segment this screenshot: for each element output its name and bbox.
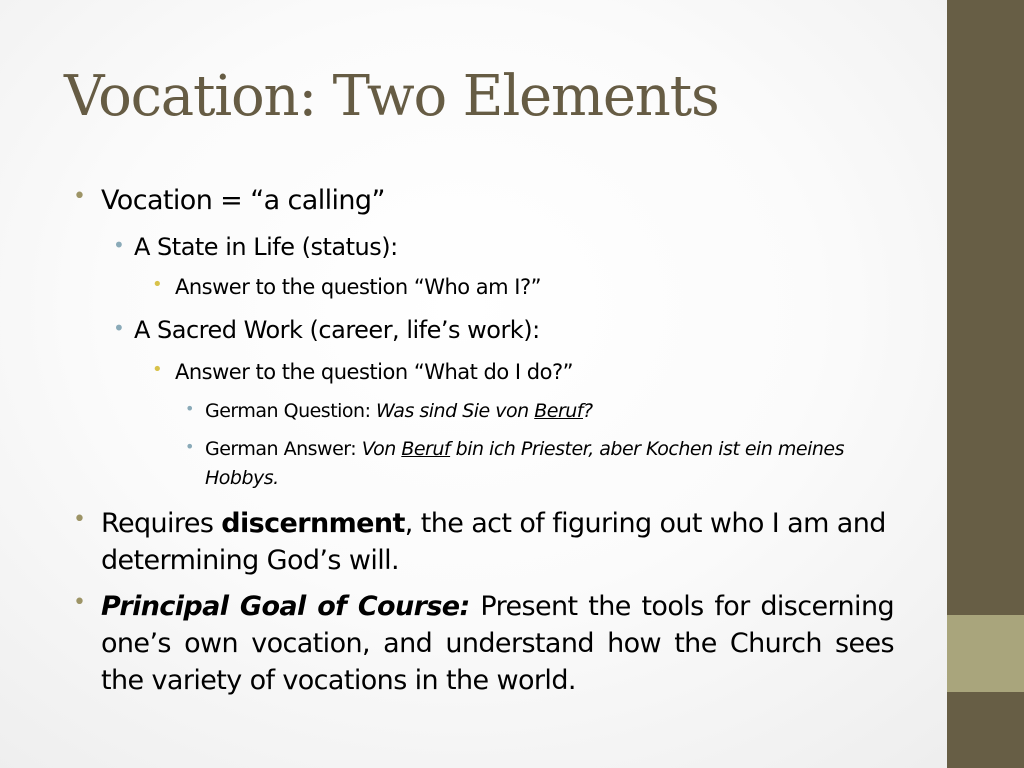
german-question-label: German Question: (205, 400, 377, 422)
german-question-mark: ? (583, 400, 593, 422)
bullet-principal-goal (101, 588, 894, 699)
bullet-dot-icon: • (73, 184, 86, 209)
german-answer-italic-rest: bin ich Priester, aber Kochen ist ein meines Hobbys. (205, 438, 845, 489)
bullet-dot-icon: • (73, 507, 86, 532)
bullet-who-am-i: Answer to the question “Who am I?” (175, 275, 542, 299)
principal-goal-label: Principal Goal of Course: (101, 591, 470, 622)
discernment-post: , the act of figuring out who I am and determining God’s will. (101, 508, 886, 576)
bullet-what-do-i-do: Answer to the question “What do I do?” (175, 360, 573, 384)
bullet-dot-icon: • (152, 274, 163, 295)
discernment-bold: discernment (221, 508, 405, 539)
german-question-beruf: Beruf (534, 400, 583, 422)
bullet-dot-icon: • (152, 359, 163, 380)
german-question-italic: Was sind Sie von (376, 400, 535, 422)
sidebar-accent-block (947, 615, 1024, 692)
bullet-requires-discernment (101, 505, 901, 579)
bullet-german-answer (205, 435, 845, 493)
german-answer-italic-start: Von (361, 438, 402, 460)
bullet-sacred-work: A Sacred Work (career, life’s work): (134, 316, 540, 344)
bullet-dot-icon: • (185, 437, 195, 456)
discernment-pre: Requires (101, 508, 222, 539)
bullet-vocation-calling: Vocation = “a calling” (101, 185, 385, 216)
bullet-dot-icon: • (113, 316, 125, 340)
bullet-dot-icon: • (73, 590, 86, 615)
german-answer-beruf: Beruf (401, 438, 451, 460)
bullet-state-in-life: A State in Life (status): (134, 233, 398, 261)
bullet-german-question (205, 397, 905, 426)
german-answer-label: German Answer: (205, 438, 362, 460)
slide-title: Vocation: Two Elements (64, 64, 719, 129)
bullet-dot-icon: • (113, 233, 125, 257)
principal-goal-text: Present the tools for discerning one’s own vocation, and understand how the Church sees the variety of vocations in the world. (101, 591, 895, 696)
bullet-dot-icon: • (185, 399, 195, 418)
